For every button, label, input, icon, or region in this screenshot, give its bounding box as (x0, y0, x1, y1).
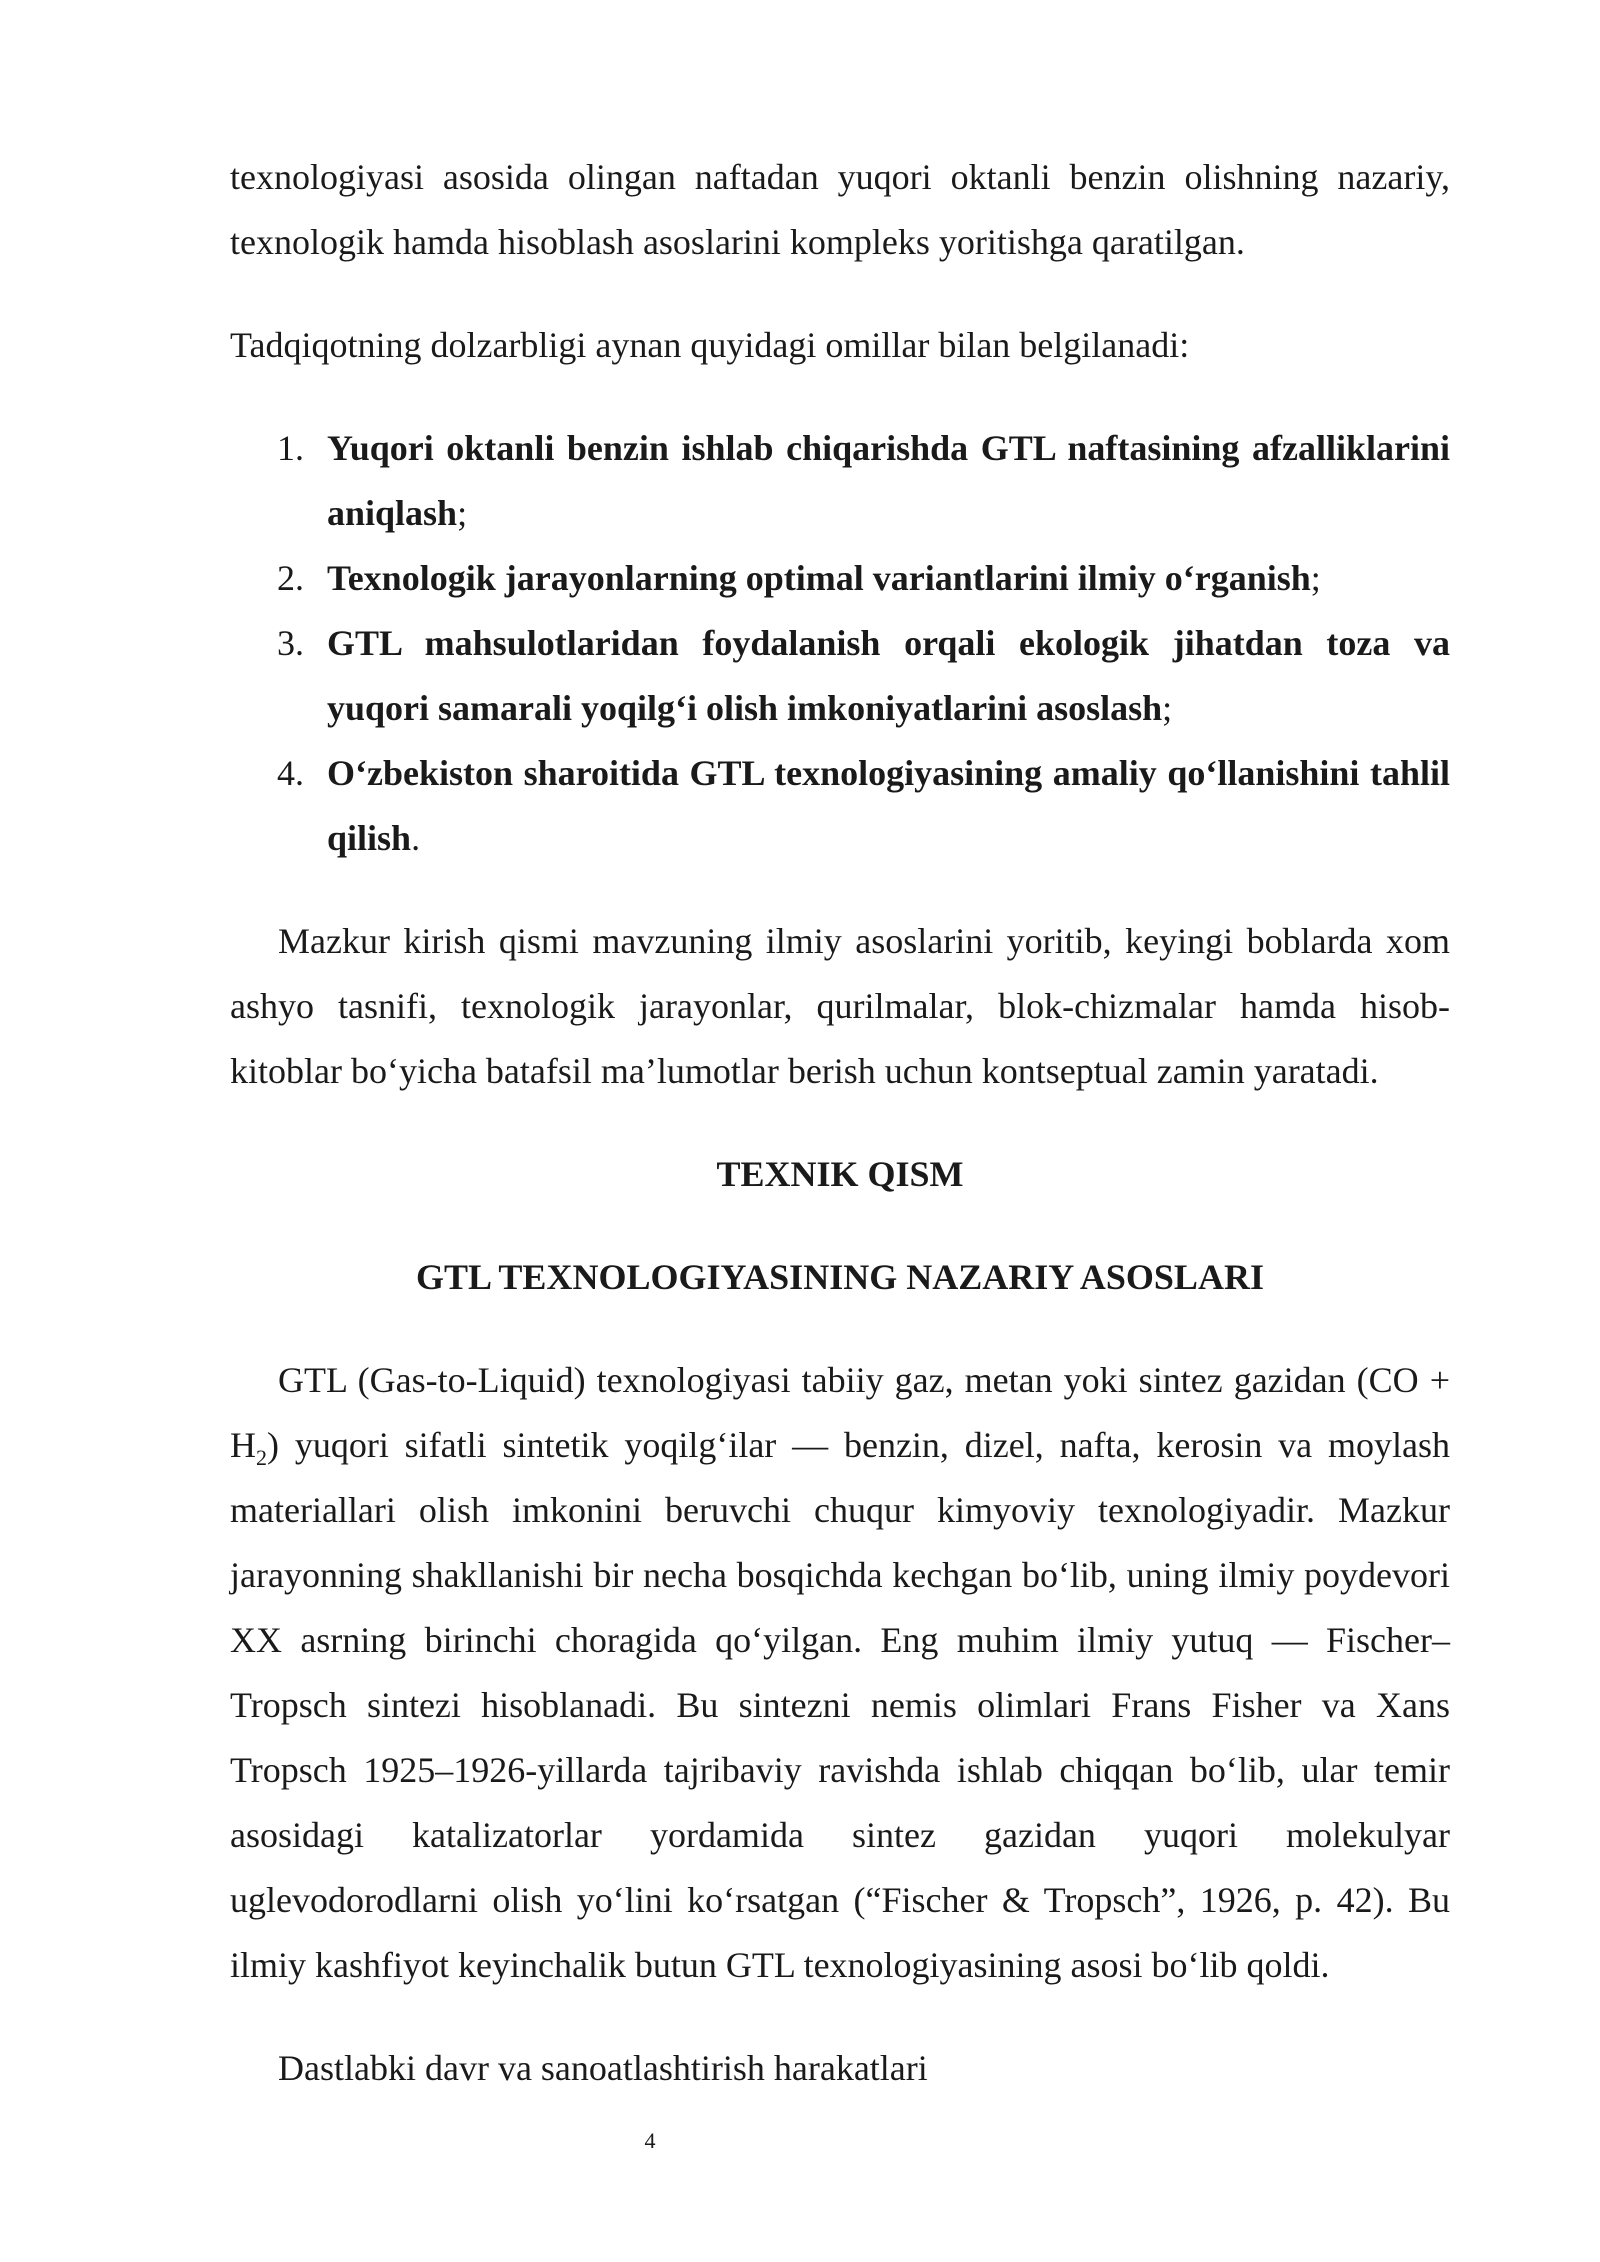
list-item-punctuation: ; (457, 493, 468, 533)
gtl-paragraph-part-2: ) yuqori sifatli sintetik yoqilg‘ilar — benzin, dizel, nafta, kerosin va moylash materiallari olish imkonini beruvchi chuqur kimyoviy texnologiyadir. Mazkur jarayonning shakllanishi bir necha bosqichda kechgan bo‘lib, uning ilmiy poydevori XX asrning birinchi choragida qo‘yilgan. Eng muhim ilmiy yutuq — Fischer–Tropsch sintezi hisoblanadi. Bu sintezni nemis olimlari Frans Fisher va Xans Tropsch 1925–1926-yillarda tajribaviy ravishda ishlab chiqqan bo‘lib, ular temir asosidagi katalizatorlar yordamida sintez gazidan yuqori molekulyar uglevodorodlarni olish yo‘lini ko‘rsatgan (“Fischer & Tropsch”, 1926, p. 42). Bu ilmiy kashfiyot keyinchalik butun GTL texnologiyasining asosi bo‘lib qoldi. (230, 1425, 1450, 1985)
list-item-bold-text: Yuqori oktanli benzin ishlab chiqarishda GTL naftasining afzalliklarini aniqlash (327, 428, 1450, 533)
gtl-paragraph-part-1: GTL (Gas-to-Liquid) texnologiyasi tabiiy gaz, metan yoki sintez gazidan (CO + H (230, 1360, 1450, 1465)
relevance-lead-paragraph: Tadqiqotning dolzarbligi aynan quyidagi omillar bilan belgilanadi: (230, 325, 1190, 365)
list-item-number: 1. (277, 428, 304, 468)
list-item (230, 741, 1450, 871)
page-content (230, 145, 1450, 2101)
list-item (230, 416, 1450, 546)
section-heading: TEXNIK QISM (716, 1154, 964, 1194)
last-line-paragraph: Dastlabki davr va sanoatlashtirish harakatlari (278, 2048, 928, 2088)
list-item-bold-text: O‘zbekiston sharoitida GTL texnologiyasining amaliy qo‘llanishini tahlil qilish (327, 753, 1450, 858)
list-item (230, 546, 1450, 611)
intro-continuation-paragraph: texnologiyasi asosida olingan naftadan yuqori oktanli benzin olishning nazariy, texnologik hamda hisoblash asoslarini kompleks yoritishga qaratilgan. (230, 157, 1450, 262)
list-item-number: 3. (277, 623, 304, 663)
conclusion-paragraph: Mazkur kirish qismi mavzuning ilmiy asoslarini yoritib, keyingi boblarda xom ashyo tasnifi, texnologik jarayonlar, qurilmalar, blok-chizmalar hamda hisob-kitoblar bo‘yicha batafsil ma’lumotlar berish uchun kontseptual zamin yaratadi. (230, 921, 1450, 1091)
list-item-punctuation: ; (1162, 688, 1173, 728)
relevance-list (230, 416, 1450, 871)
list-item-punctuation: ; (1310, 558, 1321, 598)
gtl-paragraph (230, 1348, 1450, 1998)
list-item-bold-text: GTL mahsulotlaridan foydalanish orqali ekologik jihatdan toza va yuqori samarali yoqilg‘i olish imkoniyatlarini asoslash (327, 623, 1450, 728)
list-item-bold-text: Texnologik jarayonlarning optimal variantlarini ilmiy o‘rganish (327, 558, 1311, 598)
subsection-heading: GTL TEXNOLOGIYASINING NAZARIY ASOSLARI (416, 1257, 1264, 1297)
list-item-punctuation: . (411, 818, 421, 858)
list-item-number: 2. (277, 558, 304, 598)
hydrogen-subscript: 2 (256, 1445, 267, 1471)
list-item (230, 611, 1450, 741)
page-number: 4 (644, 2128, 656, 2153)
list-item-number: 4. (277, 753, 304, 793)
